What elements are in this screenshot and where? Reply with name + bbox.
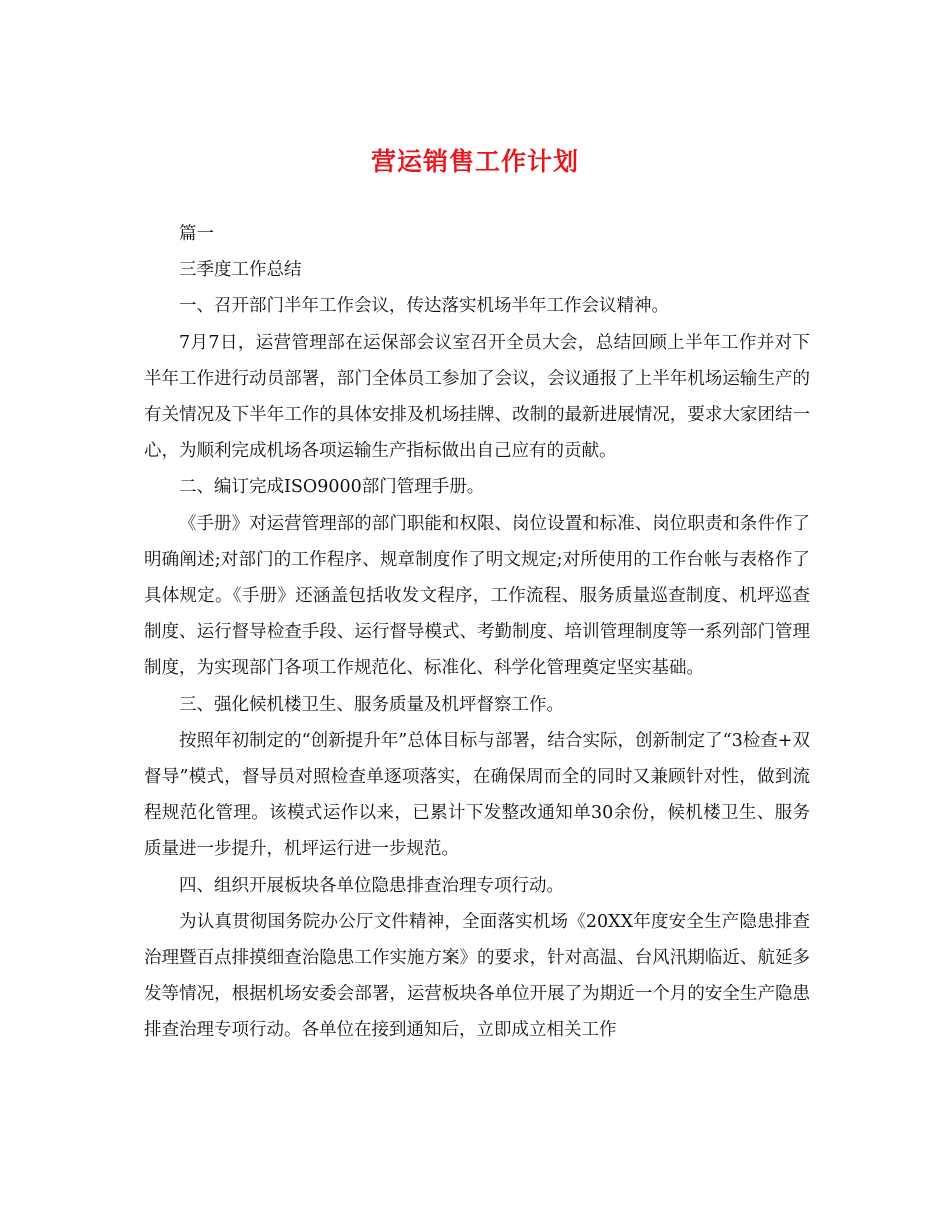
paragraph-heading-summary: 三季度工作总结 [179, 260, 302, 281]
document-title: 营运销售工作计划 [370, 147, 579, 176]
document-body [144, 216, 810, 1049]
paragraph-heading-4: 四、组织开展板块各单位隐患排查治理专项行动。 [179, 875, 564, 896]
paragraph-heading-3: 三、强化候机楼卫生、服务质量及机坪督察工作。 [179, 694, 564, 715]
paragraph-body-1: 7月7日，运营管理部在运保部会议室召开全员大会，总结回顾上半年工作并对下半年工作进行动员部署，部门全体员工参加了会议，会议通报了上半年机场运输生产的有关情况及下半年工作的具体安排及机场挂牌、改制的最新进展情况，要求大家团结一心，为顺利完成机场各项运输生产指标做出自己应有的贡献。 [144, 332, 810, 462]
paragraph-body-2: 《手册》对运营管理部的部门职能和权限、岗位设置和标准、岗位职责和条件作了明确阐述;对部门的工作程序、规章制度作了明文规定;对所使用的工作台帐与表格作了具体规定。《手册》还涵盖包括收发文程序，工作流程、服务质量巡查制度、机坪巡查制度、运行督导检查手段、运行督导模式、考勤制度、培训管理制度等一系列部门管理制度，为实现部门各项工作规范化、标准化、科学化管理奠定坚实基础。 [144, 513, 810, 679]
paragraph-heading-2: 二、编订完成ISO9000部门管理手册。 [179, 477, 485, 498]
paragraph-heading-1: 一、召开部门半年工作会议，传达落实机场半年工作会议精神。 [179, 296, 669, 317]
paragraph-body-3: 按照年初制定的“创新提升年”总体目标与部署，结合实际，创新制定了“3检查+双督导”模式，督导员对照检查单逐项落实，在确保周而全的同时又兼顾针对性，做到流程规范化管理。该模式运作以来，已累计下发整改通知单30余份，候机楼卫生、服务质量进一步提升，机坪运行进一步规范。 [144, 730, 810, 860]
paragraph-section-label: 篇一 [179, 224, 214, 244]
paragraph-body-4: 为认真贯彻国务院办公厅文件精神，全面落实机场《20XX年度安全生产隐患排查治理暨百点排摸细查治隐患工作实施方案》的要求，针对高温、台风汛期临近、航延多发等情况，根据机场安委会部署，运营板块各单位开展了为期近一个月的安全生产隐患排查治理专项行动。各单位在接到通知后，立即成立相关工作 [144, 911, 810, 1041]
